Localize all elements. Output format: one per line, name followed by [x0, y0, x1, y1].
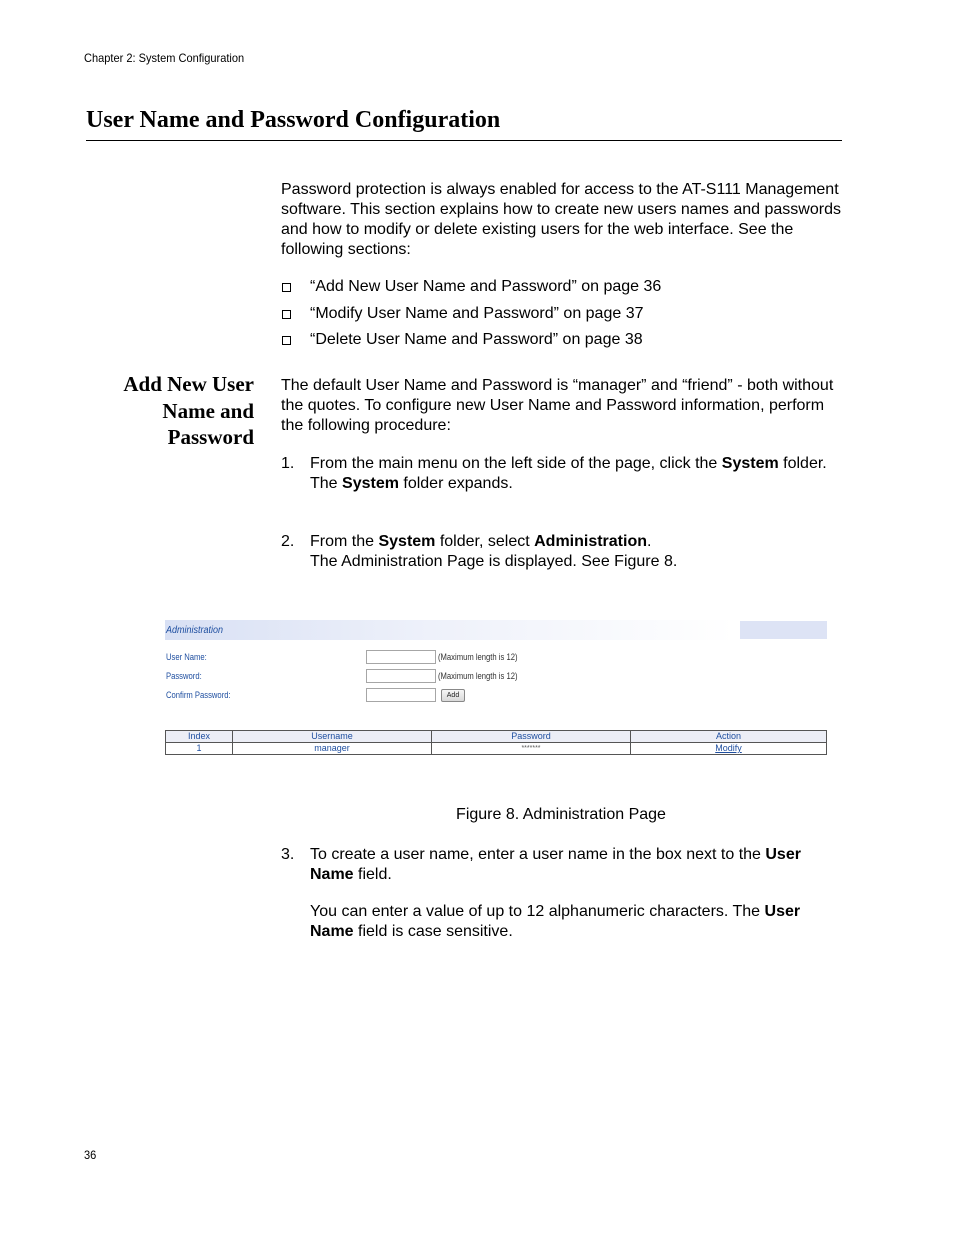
section-heading-line: Add New User	[123, 372, 254, 396]
table-header-row	[166, 731, 827, 743]
column-header: Action	[631, 731, 827, 743]
username-input[interactable]	[366, 650, 436, 664]
column-header: Password	[432, 731, 631, 743]
confirm-password-label: Confirm Password:	[166, 690, 231, 700]
checkbox-bullet-icon	[282, 336, 291, 345]
password-hint: (Maximum length is 12)	[438, 671, 518, 681]
checkbox-bullet-icon	[282, 283, 291, 292]
list-item-text: “Modify User Name and Password” on page 37	[310, 304, 644, 322]
section-heading-line: Password	[167, 425, 254, 449]
cell-username: manager	[233, 743, 432, 755]
section-heading	[86, 371, 254, 451]
step-number: 1.	[281, 455, 295, 472]
step-text: To create a user name, enter a user name in the box next to the User Name field.	[310, 846, 801, 883]
list-item-text: “Add New User Name and Password” on page 36	[310, 278, 662, 295]
username-label: User Name:	[166, 652, 207, 662]
step-3	[281, 845, 841, 942]
cell-action	[631, 743, 827, 755]
modify-link[interactable]: Modify	[715, 743, 742, 753]
figure-title-bar-end	[740, 621, 827, 639]
title-rule	[86, 140, 842, 141]
column-header: Index	[166, 731, 233, 743]
column-header: Username	[233, 731, 432, 743]
step-text: From the System folder, select Administration. The Administration Page is displayed. See Figure 8.	[310, 533, 678, 570]
list-item	[281, 277, 841, 304]
figure-caption: Figure 8. Administration Page	[456, 806, 666, 823]
step-number: 3.	[281, 846, 295, 863]
list-item-text: “Delete User Name and Password” on page 38	[310, 331, 643, 348]
step-2	[281, 532, 841, 572]
password-input[interactable]	[366, 669, 436, 683]
intro-paragraph: Password protection is always enabled for access to the AT-S111 Management software. This section explains how to create new users names and passwords and how to modify or delete existing users for the web interface. See the following sections:	[281, 181, 841, 258]
table-row	[166, 743, 827, 755]
password-label: Password:	[166, 671, 202, 681]
section-list	[281, 277, 841, 357]
cell-password: *******	[432, 743, 631, 755]
list-item	[281, 304, 841, 331]
section-heading-line: Name and	[162, 398, 254, 423]
page-title: User Name and Password Configuration	[86, 107, 501, 133]
username-hint: (Maximum length is 12)	[438, 652, 518, 662]
cell-index: 1	[166, 743, 233, 755]
figure-bar-title: Administration	[166, 625, 224, 636]
checkbox-bullet-icon	[282, 310, 291, 319]
step-note: You can enter a value of up to 12 alphanumeric characters. The User Name field is case sensitive.	[310, 903, 801, 940]
add-button[interactable]: Add	[441, 689, 465, 702]
page-number: 36	[84, 1148, 97, 1162]
running-header: Chapter 2: System Configuration	[84, 51, 245, 65]
step-number: 2.	[281, 533, 295, 550]
users-table	[165, 730, 827, 755]
administration-figure	[165, 620, 827, 760]
step-text: From the main menu on the left side of the page, click the System folder. The System folder expands.	[310, 455, 827, 492]
figure-title-bar	[165, 620, 827, 640]
confirm-password-input[interactable]	[366, 688, 436, 702]
list-item	[281, 330, 841, 357]
section-paragraph: The default User Name and Password is “manager” and “friend” - both without the quotes. To configure new User Name and Password information, perform the following procedure:	[281, 377, 834, 434]
step-1	[281, 454, 841, 494]
